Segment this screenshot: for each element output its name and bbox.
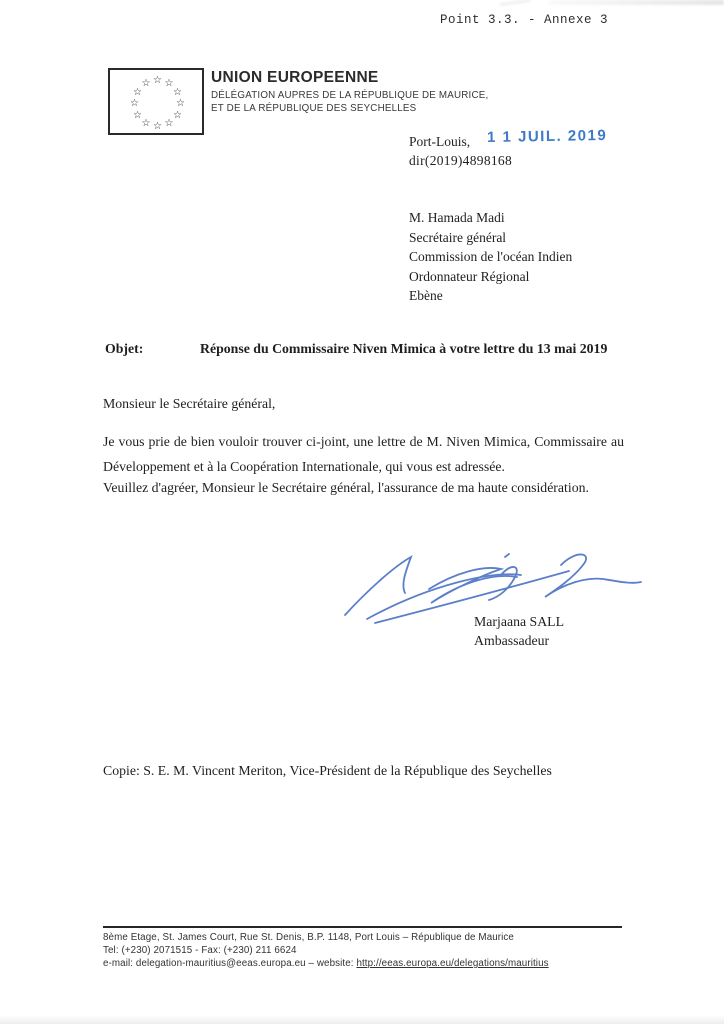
eu-star-icon: ☆	[153, 121, 162, 132]
place-line: Port-Louis,	[409, 134, 471, 149]
subject-text: Réponse du Commissaire Niven Mimica à votre lettre du 13 mai 2019	[200, 341, 608, 356]
footer-contact-block	[103, 931, 643, 970]
footer-divider	[103, 926, 622, 928]
reference-number: dir(2019)4898168	[409, 153, 513, 168]
recipient-line: Secrétaire général	[409, 229, 507, 245]
footer-email-label: e-mail: delegation-mauritius@eeas.europa.eu – website:	[103, 958, 357, 969]
eu-flag-logo	[108, 68, 204, 135]
eu-star-icon: ☆	[173, 109, 182, 121]
copy-line: Copie: S. E. M. Vincent Meriton, Vice-Président de la République des Seychelles	[103, 763, 552, 778]
letterhead	[211, 69, 488, 115]
footer-website-url: http://eeas.europa.eu/delegations/mauritius	[356, 958, 549, 969]
footer-address: 8ème Etage, St. James Court, Rue St. Denis, B.P. 1148, Port Louis – République de Maurice	[103, 932, 514, 943]
scan-artifact	[0, 1015, 724, 1024]
eu-star-icon: ☆	[133, 86, 142, 98]
closing-formula: Veuillez d'agréer, Monsieur le Secrétaire général, l'assurance de ma haute considération.	[103, 480, 589, 495]
eu-star-icon: ☆	[141, 118, 151, 129]
date-stamp: 1 1 JUIL. 2019	[486, 126, 608, 147]
eu-star-icon: ☆	[176, 98, 185, 109]
eu-star-icon: ☆	[164, 78, 174, 89]
signatory-title: Ambassadeur	[474, 633, 550, 648]
org-subtitle-line2: ET DE LA RÉPUBLIQUE DES SEYCHELLES	[211, 102, 417, 114]
eu-star-icon: ☆	[141, 78, 151, 89]
recipient-line: Ordonnateur Régional	[409, 268, 530, 284]
recipient-line: Ebène	[409, 288, 443, 303]
annex-annotation: Point 3.3. - Annexe 3	[440, 13, 609, 27]
eu-star-icon: ☆	[173, 86, 182, 98]
recipient-address-block	[409, 208, 572, 306]
eu-star-icon: ☆	[153, 75, 162, 86]
footer-tel-fax: Tel: (+230) 2071515 - Fax: (+230) 211 6624	[103, 945, 297, 956]
recipient-line: Commission de l'océan Indien	[409, 249, 573, 264]
scan-artifact	[500, 0, 530, 6]
org-subtitle-line1: DÉLÉGATION AUPRES DE LA RÉPUBLIQUE DE MAURICE,	[211, 90, 489, 101]
scan-artifact	[548, 0, 724, 5]
org-name: UNION EUROPEENNE	[211, 69, 379, 86]
eu-star-icon: ☆	[130, 98, 139, 109]
body-paragraph: Je vous prie de bien vouloir trouver ci-joint, une lettre de M. Niven Mimica, Commissaire au Développement et à la Coopération Internationale, qui vous est adressée.	[103, 434, 624, 474]
footer-email-website	[103, 957, 643, 970]
eu-star-icon: ☆	[133, 109, 142, 121]
signatory-name: Marjaana SALL	[474, 614, 565, 629]
eu-star-icon: ☆	[164, 118, 174, 129]
subject-label: Objet:	[105, 341, 144, 356]
recipient-line: M. Hamada Madi	[409, 210, 505, 225]
salutation: Monsieur le Secrétaire général,	[103, 396, 276, 411]
